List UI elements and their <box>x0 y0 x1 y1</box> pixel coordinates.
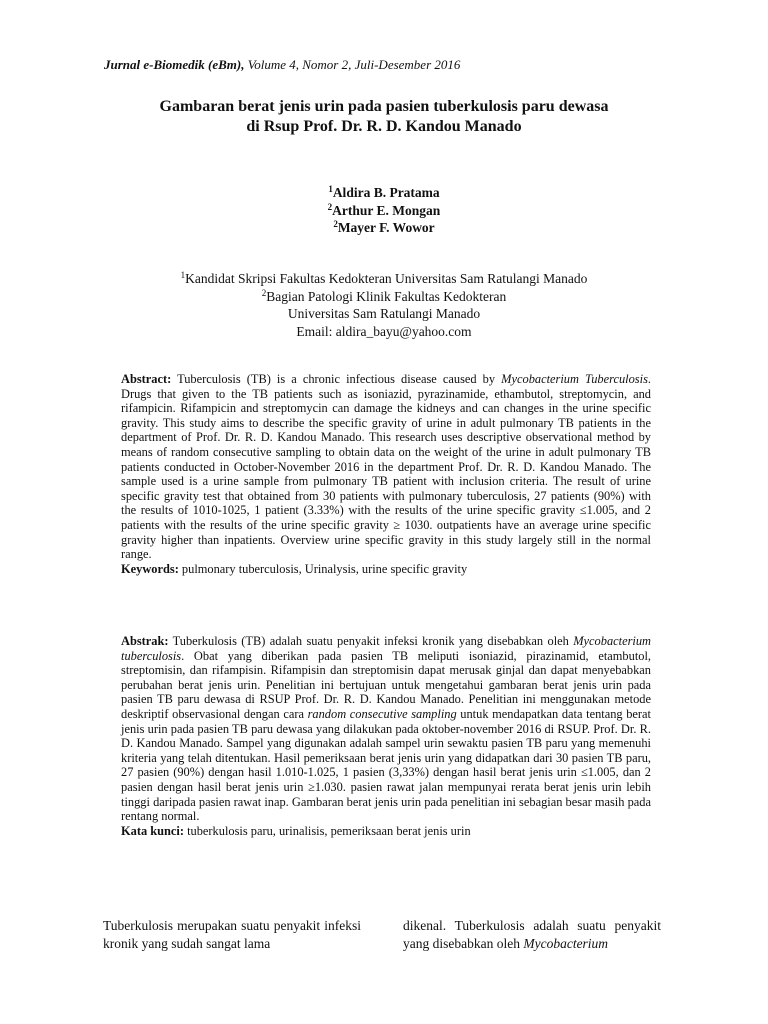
abstract-en-text: Abstract: Tuberculosis (TB) is a chronic infectious disease caused by Mycobacterium Tuberculosis. Drugs that given to the TB patients such as isoniazid, pyrazinamide, ethambutol, streptomycin, and rifampicin. Rifampicin and streptomycin can damage the kidneys and can changes in the urine specific gravity. This study aims to describe the specific gravity of urine in adult pulmonary TB patients in the department of Prof. Dr. R. D. Kandou Manado. This research uses descriptive observational method by means of random consecutive sampling to obtain data on the weight of the urine in adult pulmonary TB patients conducted in October-November 2016 in the department Prof. Dr. R. D. Kandou Manado. The sample used is a urine sample from pulmonary TB patient with inclusion criteria. The result of urine specific gravity test that obtained from 30 patients with pulmonary tuberculosis, 27 patients (90%) with the results of 1010-1025, 1 patient (3.33%) with the results of the urine specific gravity ≤1.005, and 2 patients with the results of the urine specific gravity ≥ 1030. outpatients have an average urine specific gravity higher than inpatients. Overview urine specific gravity in this study largely still in the normal range. <box>121 372 651 562</box>
paper-title <box>80 97 688 137</box>
body-paragraph: dikenal. Tuberkulosis adalah suatu penyakit yang disebabkan oleh Mycobacterium <box>403 918 661 951</box>
keywords-en: Keywords: pulmonary tuberculosis, Urinalysis, urine specific gravity <box>121 561 468 576</box>
affiliation-3: Universitas Sam Ratulangi Manado <box>287 306 481 321</box>
author-list <box>100 184 668 237</box>
body-column-left <box>103 917 361 953</box>
author: $^2$Mayer F. Wowor <box>333 219 435 235</box>
author-email: Email: aldira_bayu@yahoo.com <box>296 323 472 339</box>
journal-name: Jurnal e-Biomedik (eBm), <box>104 57 245 72</box>
body-column-right <box>403 917 661 953</box>
abstract-indonesian <box>121 634 651 838</box>
organism-name: Mycobacterium tuberculosis <box>121 634 651 663</box>
affiliation-1: $^1$Kandidat Skripsi Fakultas Kedokteran Universitas Sam Ratulangi Manado <box>180 270 588 286</box>
organism-name: Mycobacterium Tuberculosis <box>501 372 648 386</box>
body-paragraph: Tuberkulosis merupakan suatu penyakit infeksi kronik yang sudah sangat lama <box>103 918 361 951</box>
affiliation-2: $^2$Bagian Patologi Klinik Fakultas Kedokteran <box>261 287 507 304</box>
author: $^2$Arthur E. Mongan <box>327 201 441 218</box>
abstract-english <box>121 372 651 576</box>
journal-issue: Volume 4, Nomor 2, Juli-Desember 2016 <box>244 57 461 72</box>
abstract-id-label: Abstrak: <box>121 634 169 648</box>
abstract-en-label: Abstract: <box>121 372 172 386</box>
affiliations <box>80 270 688 340</box>
title-line-1: Gambaran berat jenis urin pada pasien tuberkulosis paru dewasa <box>159 98 609 115</box>
keywords-id: Kata kunci: tuberkulosis paru, urinalisis, pemeriksaan berat jenis urin <box>121 823 471 838</box>
title-line-2: di Rsup Prof. Dr. R. D. Kandou Manado <box>246 118 522 135</box>
organism-name: Mycobacterium <box>523 936 609 951</box>
journal-header <box>104 57 460 73</box>
author: $^1$Aldira B. Pratama <box>328 184 440 200</box>
method-term: random consecutive sampling <box>307 706 457 721</box>
abstract-id-text: Abstrak: Tuberkulosis (TB) adalah suatu penyakit infeksi kronik yang disebabkan oleh Mycobacterium tuberculosis. Obat yang diberikan pada pasien TB meliputi isoniazid, pirazinamid, etambutol, streptomisin, dan rifampisin. Rifampisin dan streptomisin dapat merusak ginjal dan dapat menyebabkan perubahan berat jenis urin. Penelitian ini bertujuan untuk mengetahui gambaran berat jenis urin pada pasien TB paru dewasa di RSUP Prof. Dr. R. D. Kandou Manado. Penelitian ini menggunakan metode deskriptif observasional dengan cara random consecutive sampling untuk mendapatkan data tentang berat jenis urin pada pasien TB paru dewasa yang dilakukan pada oktober-november 2016 di RSUP. Prof. Dr. R. D. Kandou Manado. Sampel yang digunakan adalah sampel urin sewaktu pasien TB paru yang memenuhi kriteria yang telah ditentukan. Hasil pemeriksaan berat jenis urin yang didapatkan dari 30 pasien TB paru, 27 pasien (90%) dengan hasil 1.010-1.025, 1 pasien (3,33%) dengan hasil berat jenis urin ≤1.005, dan 2 pasien dengan hasil berat jenis urin ≥1.030. pasien rawat jalan mempunyai rerata berat jenis urin lebih tinggi daripada pasien rawat inap. Gambaran berat jenis urin pada penelitian ini sebagian besar masih pada rentang normal. <box>121 634 651 824</box>
